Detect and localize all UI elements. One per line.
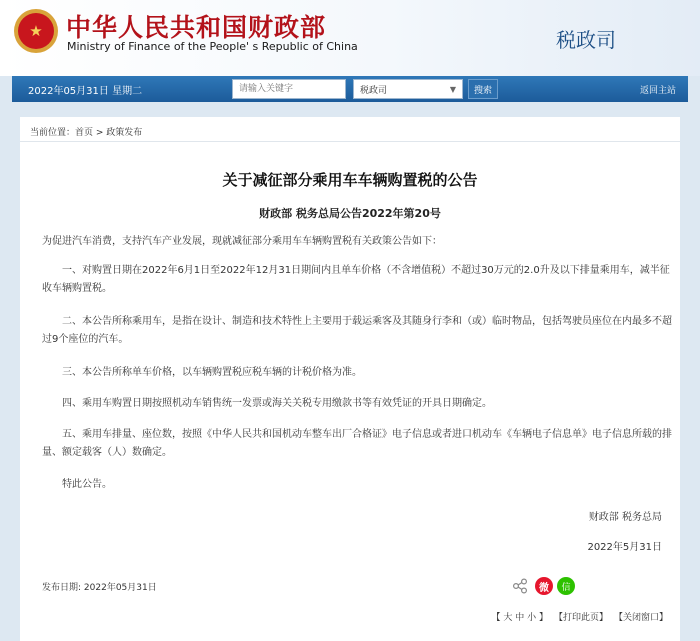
return-home-link[interactable]: 返回主站 xyxy=(639,86,676,96)
chevron-down-icon: ▼ xyxy=(449,84,456,94)
breadcrumb-separator: > xyxy=(93,128,107,138)
search-scope-select[interactable] xyxy=(353,79,463,99)
font-medium-button[interactable]: 中 xyxy=(515,613,525,623)
search-input[interactable] xyxy=(232,79,346,99)
national-emblem-icon xyxy=(14,9,58,53)
share-icon[interactable] xyxy=(512,578,528,594)
current-date: 2022年05月31日 星期二 xyxy=(28,86,143,97)
signer: 财政部 税务总局 xyxy=(588,512,662,523)
font-size-controls xyxy=(491,610,548,623)
paragraph-3: 三、本公告所称单车价格，以车辆购置税应税车辆的计税价格为准。 xyxy=(62,367,362,378)
search-button[interactable]: 搜索 xyxy=(468,79,498,99)
sign-date: 2022年5月31日 xyxy=(587,542,662,553)
paragraph-closing: 特此公告。 xyxy=(62,479,112,490)
close-window-button[interactable]: 【关闭窗口】 xyxy=(613,613,668,623)
weibo-share-icon[interactable]: 微 xyxy=(535,577,553,595)
paragraph-4: 四、乘用车购置日期按照机动车销售统一发票或海关关税专用缴款书等有效凭证的开具日期确定。 xyxy=(62,398,492,409)
emblem-star: ★ xyxy=(18,13,54,49)
document-number: 财政部 税务总局公告2022年第20号 xyxy=(259,207,441,220)
wechat-share-icon[interactable]: 信 xyxy=(557,577,575,595)
paragraph-2: 二、本公告所称乘用车，是指在设计、制造和技术特性上主要用于载运乘客及其随身行李和（或）临时物品，包括驾驶员座位在内最多不超过9个座位的汽车。 xyxy=(42,316,672,345)
ministry-name-en: Ministry of Finance of the People' s Republic of China xyxy=(67,40,358,53)
paragraph-intro: 为促进汽车消费，支持汽车产业发展，现就减征部分乘用车车辆购置税有关政策公告如下： xyxy=(42,236,442,247)
publish-date xyxy=(42,580,157,593)
article-panel xyxy=(20,117,680,641)
print-button[interactable]: 【打印此页】 xyxy=(553,613,608,623)
department-name: 税政司 xyxy=(556,28,616,52)
breadcrumb-prefix: 当前位置： xyxy=(30,128,76,138)
top-navbar xyxy=(12,76,688,102)
publish-date-value: 2022年05月31日 xyxy=(83,583,157,593)
font-small-button[interactable]: 小 】 xyxy=(527,613,548,623)
breadcrumb-section[interactable]: 政策发布 xyxy=(106,128,143,138)
font-large-button[interactable]: 【 大 xyxy=(491,613,513,623)
ministry-name-cn: 中华人民共和国财政部 xyxy=(66,13,327,42)
page-tools xyxy=(491,610,668,623)
search-scope-value: 税政司 xyxy=(360,85,388,96)
publish-date-label: 发布日期: xyxy=(42,583,82,593)
breadcrumb-home[interactable]: 首页 xyxy=(75,128,94,138)
paragraph-5: 五、乘用车排量、座位数，按照《中华人民共和国机动车整车出厂合格证》电子信息或者进口机动车《车辆电子信息单》电子信息所载的排量、额定载客（人）数确定。 xyxy=(42,429,672,458)
site-header xyxy=(0,0,700,76)
paragraph-1: 一、对购置日期在2022年6月1日至2022年12月31日期间内且单车价格（不含增值税）不超过30万元的2.0升及以下排量乘用车，减半征收车辆购置税。 xyxy=(42,265,670,294)
article-title: 关于减征部分乘用车车辆购置税的公告 xyxy=(222,171,478,189)
breadcrumb xyxy=(30,125,142,138)
divider xyxy=(20,141,680,142)
